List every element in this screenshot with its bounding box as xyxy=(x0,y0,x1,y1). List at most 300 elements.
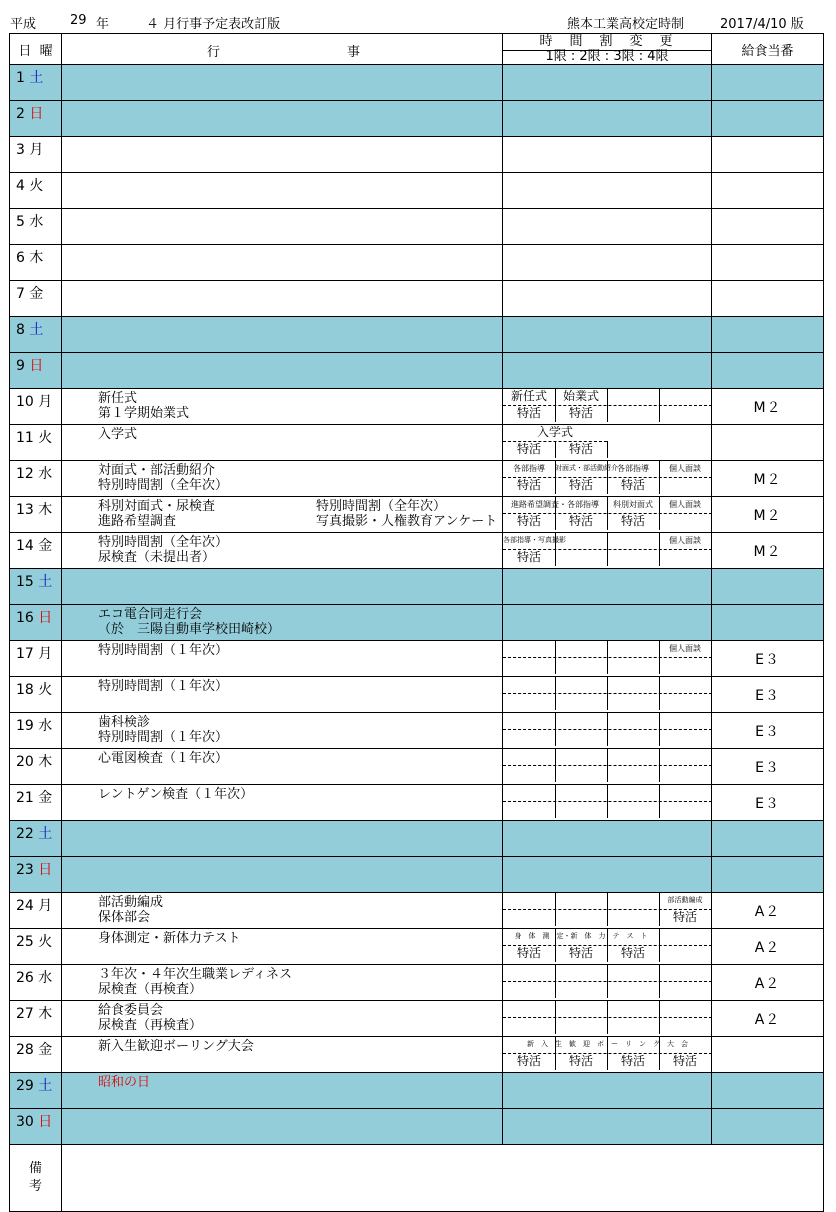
event-text xyxy=(98,427,137,442)
lunch-duty-cell xyxy=(712,137,824,173)
day-number: 12 xyxy=(16,466,34,482)
event-line: エコ電合同走行会 xyxy=(98,607,203,622)
period-cell: 特活 xyxy=(620,514,645,528)
day-cell xyxy=(10,677,62,713)
weekday: 月 xyxy=(38,646,53,662)
day-row xyxy=(10,425,824,461)
day-row xyxy=(10,137,824,173)
period-cell: 特活 xyxy=(568,946,593,960)
day-number: 8 xyxy=(16,322,25,338)
period-cell: 特活 xyxy=(568,406,593,420)
header-school: 熊本工業高校定時制 xyxy=(567,17,685,32)
weekday: 日 xyxy=(29,106,44,122)
period-cell: 始業式 xyxy=(562,389,599,403)
event-cell xyxy=(62,497,503,533)
event-text xyxy=(98,463,228,493)
weekday: 水 xyxy=(38,970,53,986)
event-cell xyxy=(62,749,503,785)
period-cell: 新任式 xyxy=(510,389,547,403)
lunch-duty-cell: M２ xyxy=(712,533,824,569)
period-change-cell xyxy=(503,821,712,857)
event-text xyxy=(98,391,189,421)
weekday: 水 xyxy=(38,718,53,734)
event-cell xyxy=(62,641,503,677)
lunch-duty-cell: M２ xyxy=(712,461,824,497)
weekday: 金 xyxy=(29,286,44,302)
weekday: 金 xyxy=(38,790,53,806)
weekday: 土 xyxy=(29,70,44,86)
day-number: 27 xyxy=(16,1006,34,1022)
day-number: 10 xyxy=(16,394,34,410)
day-number: 26 xyxy=(16,970,34,986)
day-cell xyxy=(10,245,62,281)
day-row xyxy=(10,209,824,245)
event-cell xyxy=(62,137,503,173)
event-line: （於 三陽自動車学校田崎校） xyxy=(98,622,281,637)
day-row xyxy=(10,245,824,281)
remarks-content xyxy=(62,1145,824,1212)
lunch-duty-cell xyxy=(712,353,824,389)
weekday: 月 xyxy=(29,142,44,158)
event-line: 尿検査（未提出者） xyxy=(98,550,216,565)
day-cell xyxy=(10,1001,62,1037)
weekday: 火 xyxy=(38,430,53,446)
period-cell: 対面式・部活動紹介 xyxy=(555,464,618,472)
day-cell xyxy=(10,569,62,605)
period-change-cell xyxy=(503,569,712,605)
weekday: 日 xyxy=(38,862,53,878)
day-number: 13 xyxy=(16,502,34,518)
event-cell xyxy=(62,605,503,641)
event-line: 給食委員会 xyxy=(98,1003,164,1018)
remarks-row xyxy=(10,1145,824,1212)
header-era: 平成 xyxy=(10,17,37,32)
event-cell xyxy=(62,65,503,101)
day-row xyxy=(10,461,824,497)
day-number: 15 xyxy=(16,574,34,590)
weekday: 土 xyxy=(38,1078,53,1094)
lunch-duty-cell xyxy=(712,857,824,893)
day-row xyxy=(10,173,824,209)
lunch-duty-cell: A２ xyxy=(712,929,824,965)
event-cell xyxy=(62,929,503,965)
day-row xyxy=(10,533,824,569)
day-cell xyxy=(10,713,62,749)
lunch-duty-cell: E３ xyxy=(712,749,824,785)
day-cell xyxy=(10,101,62,137)
weekday: 日 xyxy=(29,358,44,374)
event-text xyxy=(98,499,215,529)
lunch-duty-cell xyxy=(712,1073,824,1109)
period-change-cell xyxy=(503,857,712,893)
event-cell xyxy=(62,785,503,821)
day-cell xyxy=(10,281,62,317)
day-number: 9 xyxy=(16,358,25,374)
period-change-cell xyxy=(503,1001,712,1037)
period-change-cell xyxy=(503,1109,712,1145)
event-cell xyxy=(62,173,503,209)
period-cell: 新 入 生 歓 迎 ボ ー リ ン グ 大 会 xyxy=(527,1040,688,1048)
day-number: 20 xyxy=(16,754,34,770)
schedule-table xyxy=(9,33,824,1212)
lunch-duty-cell xyxy=(712,821,824,857)
period-change-cell xyxy=(503,893,712,929)
period-change-cell xyxy=(503,749,712,785)
day-row xyxy=(10,569,824,605)
event-cell xyxy=(62,1001,503,1037)
day-number: 17 xyxy=(16,646,34,662)
period-cell: 科別対面式 xyxy=(613,500,653,509)
period-change-cell xyxy=(503,641,712,677)
period-change-cell xyxy=(503,389,712,425)
day-row xyxy=(10,929,824,965)
period-change-cell xyxy=(503,461,712,497)
day-row xyxy=(10,353,824,389)
event-cell xyxy=(62,821,503,857)
period-change-cell xyxy=(503,605,712,641)
lunch-duty-cell: A２ xyxy=(712,893,824,929)
period-change-cell xyxy=(503,713,712,749)
event-line: 進路希望調査 xyxy=(98,514,177,529)
lunch-header: 給食当番 xyxy=(712,34,824,65)
day-cell xyxy=(10,389,62,425)
event-line: 尿検査（再検査） xyxy=(98,982,203,997)
header-year: 29 xyxy=(70,13,87,28)
event-text xyxy=(98,1039,254,1054)
period-cell: 各部指導・写真撮影 xyxy=(503,536,566,544)
lunch-duty-cell: M２ xyxy=(712,389,824,425)
lunch-duty-cell: E３ xyxy=(712,713,824,749)
period-change-cell xyxy=(503,281,712,317)
day-row xyxy=(10,497,824,533)
day-cell xyxy=(10,137,62,173)
period-change-cell xyxy=(503,101,712,137)
day-number: 2 xyxy=(16,106,25,122)
event-text xyxy=(98,679,228,694)
lunch-duty-cell xyxy=(712,173,824,209)
weekday: 火 xyxy=(29,178,44,194)
event-cell xyxy=(62,101,503,137)
event-cell xyxy=(62,677,503,713)
event-cell xyxy=(62,533,503,569)
event-cell xyxy=(62,1037,503,1073)
weekday: 木 xyxy=(29,250,44,266)
day-row xyxy=(10,65,824,101)
event-text xyxy=(98,1003,202,1033)
event-text xyxy=(98,751,228,766)
event-text xyxy=(98,535,228,565)
event-cell xyxy=(62,857,503,893)
event-line: 特別時間割（全年次） xyxy=(316,499,447,514)
event-cell xyxy=(62,209,503,245)
day-number: 16 xyxy=(16,610,34,626)
period-cell: 個人面談 xyxy=(669,644,701,653)
day-row xyxy=(10,785,824,821)
period-cell: 特活 xyxy=(620,1054,645,1068)
day-row xyxy=(10,641,824,677)
period-cell: 特活 xyxy=(568,514,593,528)
day-number: 25 xyxy=(16,934,34,950)
day-cell xyxy=(10,785,62,821)
weekday: 月 xyxy=(38,898,53,914)
weekday: 土 xyxy=(29,322,44,338)
period-change-cell xyxy=(503,785,712,821)
day-row xyxy=(10,965,824,1001)
event-line: 尿検査（再検査） xyxy=(98,1018,203,1033)
event-cell xyxy=(62,965,503,1001)
event-text xyxy=(98,895,163,925)
weekday: 月 xyxy=(38,394,53,410)
day-cell xyxy=(10,1109,62,1145)
period-cell: 部活動編成 xyxy=(667,896,703,904)
period-cell: 入学式 xyxy=(536,425,573,439)
weekday: 日 xyxy=(38,610,53,626)
weekday: 土 xyxy=(38,574,53,590)
event-cell xyxy=(62,713,503,749)
event-line: 写真撮影・人権教育アンケート xyxy=(316,514,498,529)
period-cell: 特活 xyxy=(620,946,645,960)
day-cell xyxy=(10,533,62,569)
period-cell: 特活 xyxy=(568,1054,593,1068)
event-cell xyxy=(62,245,503,281)
day-row xyxy=(10,1109,824,1145)
day-number: 14 xyxy=(16,538,34,554)
lunch-duty-cell xyxy=(712,65,824,101)
event-line: 対面式・部活動紹介 xyxy=(98,463,216,478)
day-cell xyxy=(10,209,62,245)
day-row xyxy=(10,677,824,713)
event-text xyxy=(98,931,240,946)
lunch-duty-cell: E３ xyxy=(712,785,824,821)
day-number: 21 xyxy=(16,790,34,806)
event-cell xyxy=(62,389,503,425)
day-row xyxy=(10,281,824,317)
day-row xyxy=(10,605,824,641)
lunch-duty-cell: A２ xyxy=(712,965,824,1001)
period-cell: 個人面談 xyxy=(669,464,701,473)
period-change-cell xyxy=(503,209,712,245)
lunch-duty-cell xyxy=(712,1109,824,1145)
remarks-label: 備 考 xyxy=(10,1145,62,1212)
day-number: 11 xyxy=(16,430,34,446)
day-cell xyxy=(10,317,62,353)
day-number: 6 xyxy=(16,250,25,266)
period-cell: 特活 xyxy=(516,478,541,492)
day-cell xyxy=(10,821,62,857)
event-cell xyxy=(62,1073,503,1109)
day-cell xyxy=(10,1073,62,1109)
event-line: 歯科検診 xyxy=(98,715,151,730)
period-cell: 特活 xyxy=(672,1054,697,1068)
event-line: 昭和の日 xyxy=(98,1075,151,1090)
period-cell: 個人面談 xyxy=(669,500,701,509)
event-line: 科別対面式・尿検査 xyxy=(98,499,216,514)
day-row xyxy=(10,821,824,857)
lunch-duty-cell xyxy=(712,425,824,461)
event-line: 身体測定・新体力テスト xyxy=(98,931,241,946)
period-change-cell xyxy=(503,533,712,569)
lunch-duty-cell xyxy=(712,317,824,353)
day-row xyxy=(10,389,824,425)
weekday: 金 xyxy=(38,538,53,554)
event-line: 第１学期始業式 xyxy=(98,406,190,421)
lunch-duty-cell xyxy=(712,209,824,245)
event-cell xyxy=(62,425,503,461)
event-line: ３年次・４年次生職業レディネス xyxy=(98,967,292,982)
day-cell xyxy=(10,497,62,533)
lunch-duty-cell: E３ xyxy=(712,641,824,677)
lunch-duty-cell: A２ xyxy=(712,1001,824,1037)
weekday: 水 xyxy=(38,466,53,482)
day-cell xyxy=(10,857,62,893)
lunch-duty-cell: M２ xyxy=(712,497,824,533)
header-version: 2017/4/10 版 xyxy=(720,17,804,32)
period-cell: 各部指導 xyxy=(617,464,649,473)
day-row xyxy=(10,1001,824,1037)
period-change-cell xyxy=(503,677,712,713)
period-cell: 個人面談 xyxy=(669,536,701,545)
day-number: 3 xyxy=(16,142,25,158)
period-change-cell xyxy=(503,1073,712,1109)
header-row xyxy=(10,34,824,65)
event-line: 心電図検査（１年次） xyxy=(98,751,229,766)
event-line: 新任式 xyxy=(98,391,138,406)
event-line: 特別時間割（１年次） xyxy=(98,679,229,694)
period-change-cell xyxy=(503,245,712,281)
event-line: 特別時間割（１年次） xyxy=(98,730,229,745)
period-title: 時 間 割 変 更 xyxy=(539,34,675,49)
lunch-duty-cell xyxy=(712,1037,824,1073)
event-cell xyxy=(62,317,503,353)
weekday: 木 xyxy=(38,502,53,518)
day-cell xyxy=(10,425,62,461)
day-row xyxy=(10,893,824,929)
weekday: 日 xyxy=(38,1114,53,1130)
day-row xyxy=(10,317,824,353)
day-header: 日 曜 xyxy=(10,34,62,65)
period-labels: 1限 : 2限 : 3限 : 4限 xyxy=(545,49,669,64)
period-cell: 身 体 測 定・新 体 力 テ ス ト xyxy=(514,932,648,940)
weekday: 土 xyxy=(38,826,53,842)
period-cell: 特活 xyxy=(672,910,697,924)
period-change-cell xyxy=(503,137,712,173)
event-cell xyxy=(62,569,503,605)
day-cell xyxy=(10,461,62,497)
event-text xyxy=(98,715,228,745)
day-cell xyxy=(10,893,62,929)
period-cell: 特活 xyxy=(516,442,541,456)
day-cell xyxy=(10,965,62,1001)
weekday: 木 xyxy=(38,1006,53,1022)
day-number: 19 xyxy=(16,718,34,734)
event-cell xyxy=(62,1109,503,1145)
lunch-duty-cell xyxy=(712,569,824,605)
day-row xyxy=(10,713,824,749)
period-cell: 進路希望調査・各部指導 xyxy=(511,500,599,509)
day-number: 1 xyxy=(16,70,25,86)
event-line: 特別時間割（１年次） xyxy=(98,643,229,658)
weekday: 水 xyxy=(29,214,44,230)
lunch-duty-cell xyxy=(712,281,824,317)
period-change-cell xyxy=(503,353,712,389)
day-row xyxy=(10,857,824,893)
event-cell xyxy=(62,893,503,929)
page-header xyxy=(0,0,836,32)
day-number: 28 xyxy=(16,1042,34,1058)
day-cell xyxy=(10,929,62,965)
day-number: 18 xyxy=(16,682,34,698)
weekday: 火 xyxy=(38,682,53,698)
event-text xyxy=(98,643,228,658)
day-row xyxy=(10,1073,824,1109)
event-line: 新入生歓迎ボーリング大会 xyxy=(98,1039,254,1054)
day-cell xyxy=(10,353,62,389)
day-cell xyxy=(10,641,62,677)
period-change-cell xyxy=(503,929,712,965)
day-number: 4 xyxy=(16,178,25,194)
period-change-cell xyxy=(503,173,712,209)
period-cell: 特活 xyxy=(516,550,541,564)
period-change-cell xyxy=(503,425,712,461)
period-cell: 各部指導 xyxy=(513,464,545,473)
day-number: 5 xyxy=(16,214,25,230)
weekday: 木 xyxy=(38,754,53,770)
weekday: 金 xyxy=(38,1042,53,1058)
event-text xyxy=(98,967,292,997)
period-cell: 特活 xyxy=(516,1054,541,1068)
day-cell xyxy=(10,749,62,785)
period-change-cell xyxy=(503,497,712,533)
period-cell: 特活 xyxy=(568,442,593,456)
day-cell xyxy=(10,1037,62,1073)
event-text-secondary xyxy=(316,499,497,529)
lunch-duty-cell xyxy=(712,245,824,281)
lunch-duty-cell xyxy=(712,605,824,641)
day-number: 30 xyxy=(16,1114,34,1130)
period-change-cell xyxy=(503,65,712,101)
period-change-cell xyxy=(503,965,712,1001)
day-number: 23 xyxy=(16,862,34,878)
event-header: 行 事 xyxy=(62,34,503,65)
period-change-cell xyxy=(503,1037,712,1073)
period-change-cell xyxy=(503,317,712,353)
period-cell: 特活 xyxy=(568,478,593,492)
day-cell xyxy=(10,605,62,641)
header-year-unit: 年 xyxy=(96,17,110,32)
period-cell: 特活 xyxy=(620,478,645,492)
day-number: 29 xyxy=(16,1078,34,1094)
day-cell xyxy=(10,173,62,209)
event-text xyxy=(98,607,280,637)
day-number: 22 xyxy=(16,826,34,842)
event-line: 特別時間割（全年次） xyxy=(98,478,229,493)
weekday: 火 xyxy=(38,934,53,950)
event-line: 特別時間割（全年次） xyxy=(98,535,229,550)
event-line: レントゲン検査（１年次） xyxy=(98,787,254,802)
day-number: 7 xyxy=(16,286,25,302)
event-cell xyxy=(62,353,503,389)
day-cell xyxy=(10,65,62,101)
event-line: 部活動編成 xyxy=(98,895,164,910)
event-cell xyxy=(62,281,503,317)
event-text xyxy=(98,787,253,802)
event-text xyxy=(98,1075,150,1090)
header-title: ４ 月行事予定表改訂版 xyxy=(146,17,281,32)
period-header xyxy=(503,34,712,65)
day-row xyxy=(10,749,824,785)
period-cell: 特活 xyxy=(516,514,541,528)
lunch-duty-cell xyxy=(712,101,824,137)
